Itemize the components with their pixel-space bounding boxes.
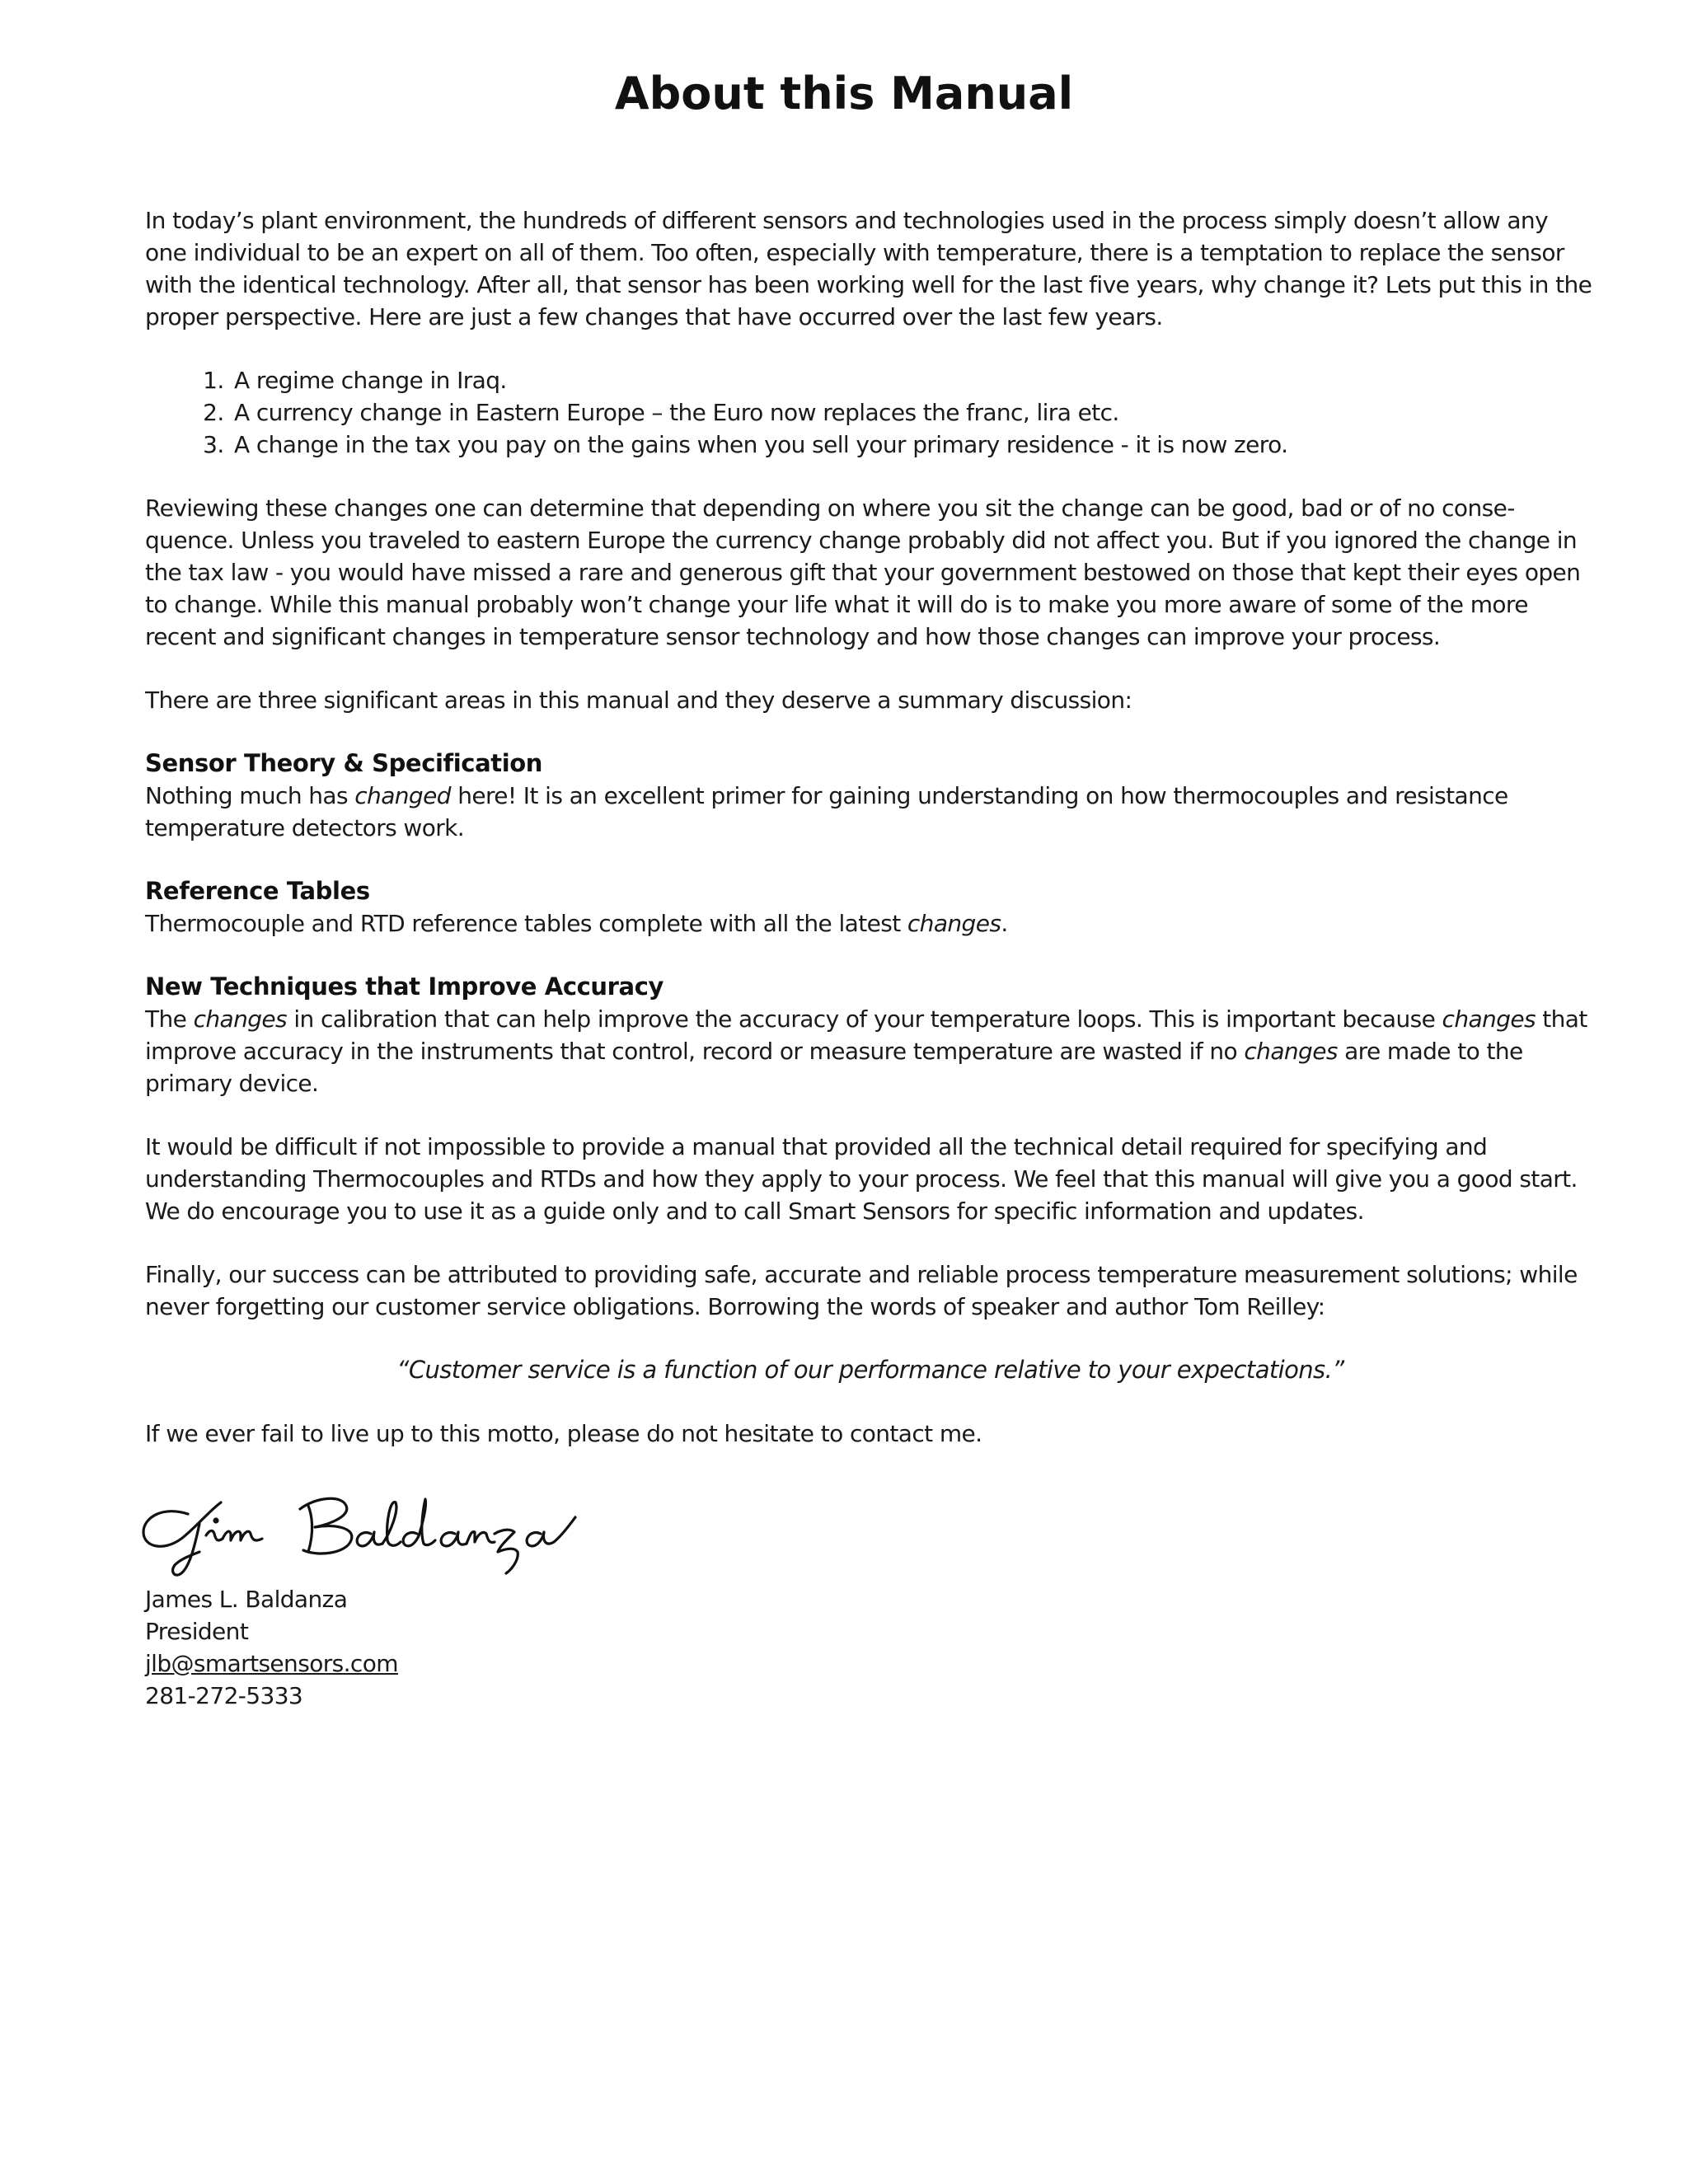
- difficult-paragraph: It would be difficult if not impossible to provide a manual that provided all the technical detail required for specifying and understanding Thermocouples and RTDs and how they apply to your process. We feel that this manual will give you a good start. We do encourage you to use it as a guide only and to call Smart Sensors for specific information and updates.: [145, 1133, 1578, 1225]
- list-item: 1. A regime change in Iraq.: [231, 364, 1596, 396]
- section-text-techniques: [145, 1003, 1596, 1099]
- emphasis-text: changed: [354, 782, 451, 809]
- section-text-theory: [145, 780, 1596, 844]
- reviewing-paragraph: Reviewing these changes one can determine that depending on where you sit the change can be good, bad or of no conse-quence. Unless you traveled to eastern Europe the currency change probably did not affect you. But if you ignored the change in the tax law - you would have missed a rare and generous gift that your government bestowed on those that kept their eyes open to change. While this manual probably won’t change your life what it will do is to make you more aware of some of the more recent and significant changes in temperature sensor technology and how those changes can improve your process.: [145, 494, 1581, 650]
- section-text-tables: [145, 907, 1596, 940]
- emphasis-text: changes: [193, 1005, 288, 1033]
- text-run: that improve accuracy in the instruments that control, record or measure temperature are wasted if no: [145, 1005, 1587, 1065]
- signature-image: [138, 1481, 600, 1580]
- list-item: 3. A change in the tax you pay on the gains when you sell your primary residence - it is now zero.: [231, 429, 1596, 461]
- section-heading-theory: Sensor Theory & Specification: [145, 749, 543, 777]
- text-run: Nothing much has: [145, 782, 355, 809]
- motto-paragraph: If we ever fail to live up to this motto, please do not hesitate to contact me.: [145, 1420, 982, 1447]
- text-run: .: [1001, 910, 1008, 937]
- section-heading-tables: Reference Tables: [145, 877, 370, 905]
- emphasis-text: changes: [1442, 1005, 1536, 1033]
- section-heading-techniques: New Techniques that Improve Accuracy: [145, 972, 664, 1001]
- text-run: in calibration that can help improve the accuracy of your temperature loops. This is important because: [287, 1005, 1442, 1033]
- manual-body: [145, 204, 1596, 1712]
- signer-block: [145, 1583, 1596, 1712]
- areas-intro-paragraph: There are three significant areas in this manual and they deserve a summary discussion:: [145, 687, 1132, 714]
- text-run: Thermocouple and RTD reference tables complete with all the latest: [145, 910, 907, 937]
- text-run: are made to the primary device.: [145, 1038, 1523, 1097]
- customer-service-quote: “Customer service is a function of our performance relative to your expectations.”: [396, 1356, 1344, 1384]
- list-item: 2. A currency change in Eastern Europe – the Euro now replaces the franc, lira etc.: [231, 396, 1596, 429]
- changes-list: [145, 364, 1596, 461]
- email-link[interactable]: jlb@smartsensors.com: [145, 1650, 398, 1677]
- page-title: About this Manual: [614, 68, 1074, 120]
- emphasis-text: changes: [907, 910, 1001, 937]
- text-run: here! It is an excellent primer for gaining understanding on how thermocouples and resistance temperature detectors work.: [145, 782, 1508, 841]
- intro-paragraph: In today’s plant environment, the hundreds of different sensors and technologies used in the process simply doesn’t allow any one individual to be an expert on all of them. Too often, especially with temperature, there is a temptation to replace the sensor with the identical technology. After all, that sensor has been working well for the last five years, why change it? Lets put this in the proper perspective. Here are just a few changes that have occurred over the last few years.: [145, 207, 1592, 330]
- finally-paragraph: Finally, our success can be attributed to providing safe, accurate and reliable process temperature measurement solutions; while never forgetting our customer service obligations. Borrowing the words of speaker and author Tom Reilley:: [145, 1261, 1578, 1320]
- signer-title: President: [145, 1618, 249, 1645]
- contact-phone: 281-272-5333: [145, 1682, 303, 1709]
- signer-name: James L. Baldanza: [145, 1586, 348, 1613]
- emphasis-text: changes: [1244, 1038, 1338, 1065]
- contact-email-line: [145, 1647, 1596, 1680]
- text-run: The: [145, 1005, 194, 1033]
